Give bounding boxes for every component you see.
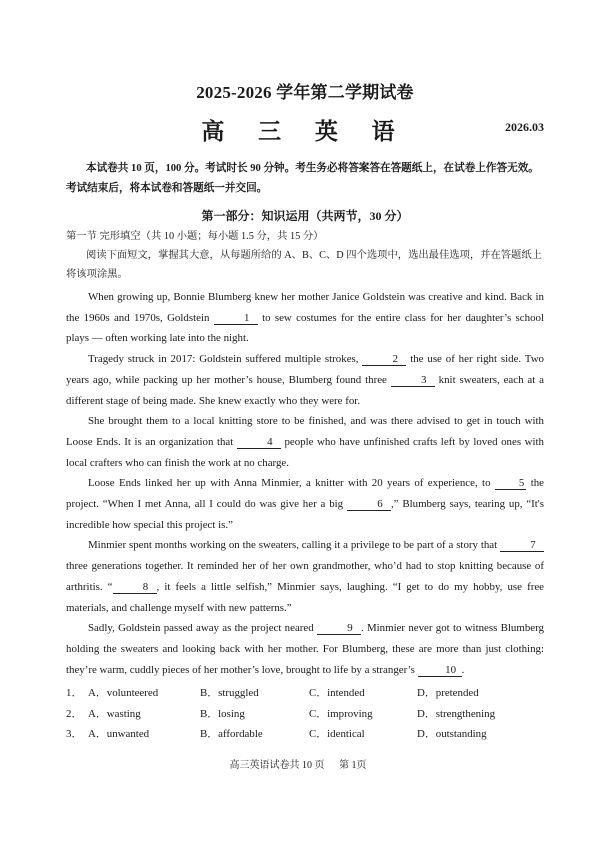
cloze-blank: 6 (347, 498, 391, 511)
subject-heading: 高 三 英 语 (201, 119, 409, 144)
footer-page-number: 第 1页 (339, 760, 367, 771)
option-d: D．pretended (417, 687, 479, 700)
cloze-blank: 10 (418, 664, 462, 677)
footer-page-count: 高三英语试卷共 10 页 (229, 760, 325, 771)
option-c: C．identical (309, 728, 365, 741)
question-number: 1． (66, 687, 83, 700)
option-a: A．unwanted (88, 728, 150, 741)
option-c: C．intended (309, 687, 365, 700)
question-number: 2． (66, 707, 83, 720)
answer-options (66, 683, 544, 745)
option-a: A．wasting (88, 707, 141, 720)
passage-paragraph: She brought them to a local knitting store to be finished, and was there advised to get in touch with Loose Ends. It is an organization that 4 people who have unfinished crafts left by loved ones with local crafters who can finish the work at no charge. (66, 415, 544, 469)
section-title: 第一节 完形填空（共 10 小题；每小题 1.5 分，共 15 分） (66, 231, 324, 242)
option-row (66, 683, 544, 704)
cloze-blank: 7 (500, 539, 544, 552)
option-row (66, 724, 544, 745)
passage-paragraph: When growing up, Bonnie Blumberg knew her mother Janice Goldstein was creative and kind. Back in the 1960s and 1970s, Goldstein 1 to sew costumes for the entire class for her daughter’s school plays — often working late into the night. (66, 291, 544, 345)
directions: 阅读下面短文，掌握其大意，从每题所给的 A、B、C、D 四个选项中，选出最佳选项，并在答题纸上将该项涂黑。 (66, 250, 542, 280)
option-b: B．losing (200, 707, 245, 720)
option-c: C．improving (309, 707, 373, 720)
part-title: 第一部分：知识运用（共两节，30 分） (201, 209, 409, 223)
passage-paragraph: Minmier spent months working on the sweaters, calling it a privilege to be part of a story that 7 three generations together. It reminded her of her own grandmother, who’d had to stop knitting because of arthritis. “ 8 , it feels a little selfish,” Minmier says, laughing. “I get to do my hobby, use free materials, and challenge myself with new patterns.” (66, 539, 544, 614)
option-d: D．strengthening (417, 707, 496, 720)
passage-paragraph: Sadly, Goldstein passed away as the project neared 9 . Minmier never got to witness Blumberg holding the sweaters and looking back with her mother. For Blumberg, these are more than just clothing: they’re warm, cuddly pieces of her mother’s love, brought to life by a stranger’s 10 . (66, 622, 544, 676)
option-b: B．struggled (200, 687, 259, 700)
cloze-blank: 4 (237, 436, 281, 449)
option-b: B．affordable (200, 728, 263, 741)
cloze-blank: 2 (362, 353, 406, 366)
option-d: D．outstanding (417, 728, 487, 741)
question-number: 3． (66, 728, 83, 741)
cloze-blank: 9 (317, 622, 361, 635)
option-a: A．volunteered (88, 687, 159, 700)
page-footer (0, 756, 596, 771)
exam-title: 2025-2026 学年第二学期试卷 (196, 83, 414, 102)
cloze-blank: 3 (391, 374, 435, 387)
exam-notice: 本试卷共 10 页，100 分。考试时长 90 分钟。考生务必将答案答在答题纸上，在试卷上作答无效。考试结束后，将本试卷和答题纸一并交回。 (66, 163, 539, 194)
option-row (66, 704, 544, 725)
cloze-blank: 1 (214, 312, 258, 325)
cloze-blank: 8 (113, 581, 157, 594)
exam-date: 2026.03 (505, 120, 544, 134)
passage (66, 287, 544, 680)
cloze-blank: 5 (495, 477, 526, 490)
passage-paragraph: Tragedy struck in 2017: Goldstein suffered multiple strokes, 2 the use of her right side. Two years ago, while packing up her mother’s house, Blumberg found three 3 knit sweaters, each at a different stage of being made. She knew exactly who they were for. (66, 353, 544, 407)
subject-row (66, 113, 544, 143)
passage-paragraph: Loose Ends linked her up with Anna Minmier, a knitter with 20 years of experience, to 5 the project. “When I met Anna, all I could do was give her a big 6 ,” Blumberg says, tearing up, “It's incredible how special this project is.” (66, 477, 545, 531)
